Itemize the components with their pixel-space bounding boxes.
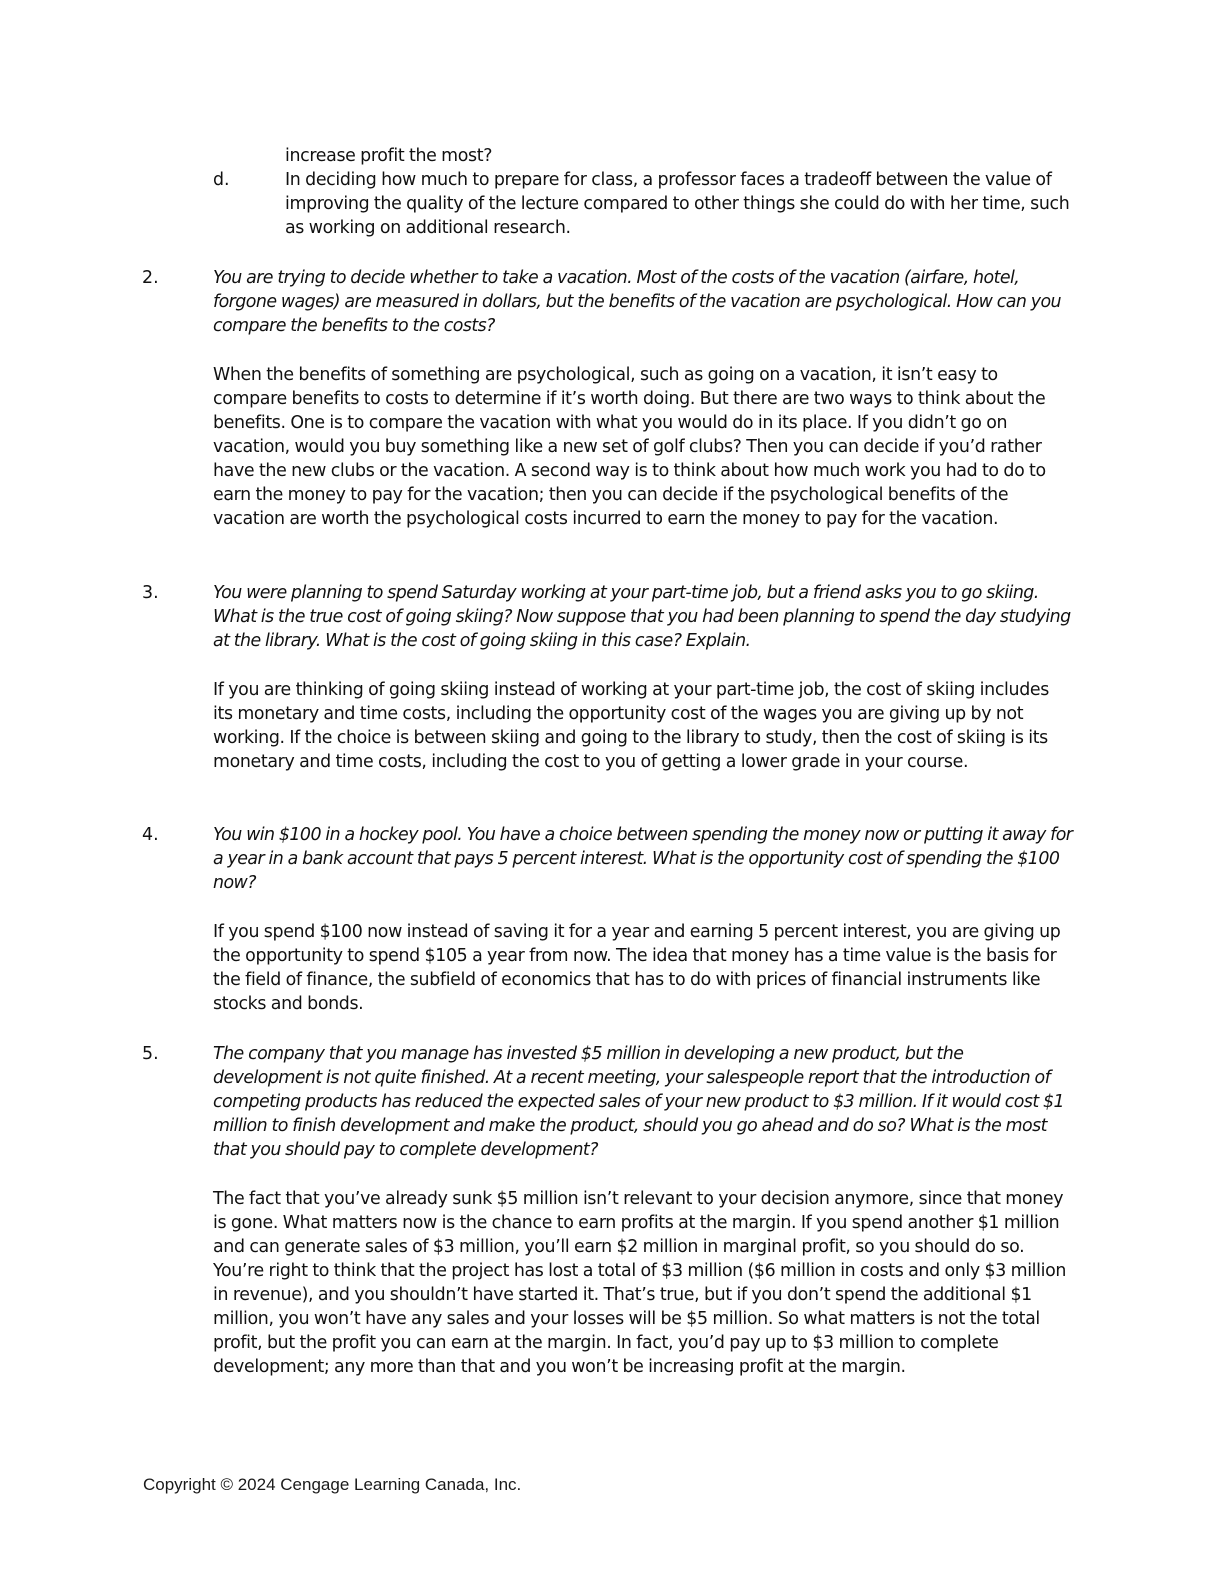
question-3-number: 3. (142, 583, 159, 603)
answer-5-text: The fact that you’ve already sunk $5 million isn’t relevant to your decision anymore, since that money is gone. What matters now is the chance to earn profits at the margin. If you spend another $1 million and can generate sales of $3 million, you’ll earn $2 million in marginal profit, so you should do so. You’re right to think that the project has lost a total of $3 million ($6 million in costs and only $3 million in revenue), and you shouldn’t have started it. That’s true, but if you don’t spend the additional $1 million, you won’t have any sales and your losses will be $5 million. So what matters is not the total profit, but the profit you can earn at the margin. In fact, you’d pay up to $3 million to complete development; any more than that and you won’t be increasing profit at the margin. (213, 1189, 1067, 1377)
answer-2-text: When the benefits of something are psychological, such as going on a vacation, it isn’t easy to compare benefits to costs to determine if it’s worth doing. But there are two ways to think about the benefits. One is to compare the vacation with what you would do in its place. If you didn’t go on vacation, would you buy something like a new set of golf clubs? Then you can decide if you’d rather have the new clubs or the vacation. A second way is to think about how much work you had to do to earn the money to pay for the vacation; then you can decide if the psychological benefits of the vacation are worth the psychological costs incurred to earn the money to pay for the vacation. (213, 365, 1046, 529)
question-3-text: You were planning to spend Saturday working at your part-time job, but a friend asks you to go skiing. What is the true cost of going skiing? Now suppose that you had been planning to spend the day studying at the library. What is the cost of going skiing in this case? Explain. (213, 583, 1071, 651)
question-4-number: 4. (142, 825, 159, 845)
question-5-text: The company that you manage has invested $5 million in developing a new product, but the development is not quite finished. At a recent meeting, your salespeople report that the introduction of competing products has reduced the expected sales of your new product to $3 million. If it would cost $1 million to finish development and make the product, should you go ahead and do so? What is the most that you should pay to complete development? (213, 1044, 1065, 1160)
item-d-text: In deciding how much to prepare for class, a professor faces a tradeoff between the value of improving the quality of the lecture compared to other things she could do with her time, such as working on additional research. (285, 170, 1070, 238)
copyright-footer: Copyright © 2024 Cengage Learning Canada, Inc. (143, 1475, 522, 1494)
answer-4-text: If you spend $100 now instead of saving it for a year and earning 5 percent interest, you are giving up the opportunity to spend $105 a year from now. The idea that money has a time value is the basis for the field of finance, the subfield of economics that has to do with prices of financial instruments like stocks and bonds. (213, 922, 1061, 1014)
question-5-number: 5. (142, 1044, 159, 1064)
answer-3-text: If you are thinking of going skiing instead of working at your part-time job, the cost of skiing includes its monetary and time costs, including the opportunity cost of the wages you are giving up by not working. If the choice is between skiing and going to the library to study, then the cost of skiing is its monetary and time costs, including the cost to you of getting a lower grade in your course. (213, 680, 1049, 772)
question-2-text: You are trying to decide whether to take a vacation. Most of the costs of the vacation (airfare, hotel, forgone wages) are measured in dollars, but the benefits of the vacation are psychological. How can you compare the benefits to the costs? (213, 268, 1062, 336)
question-4-text: You win $100 in a hockey pool. You have a choice between spending the money now or putting it away for a year in a bank account that pays 5 percent interest. What is the opportunity cost of spending the $100 now? (213, 825, 1073, 893)
question-2-number: 2. (142, 268, 159, 288)
item-c-continuation: increase profit the most? (285, 146, 493, 166)
item-d-marker: d. (213, 170, 230, 190)
